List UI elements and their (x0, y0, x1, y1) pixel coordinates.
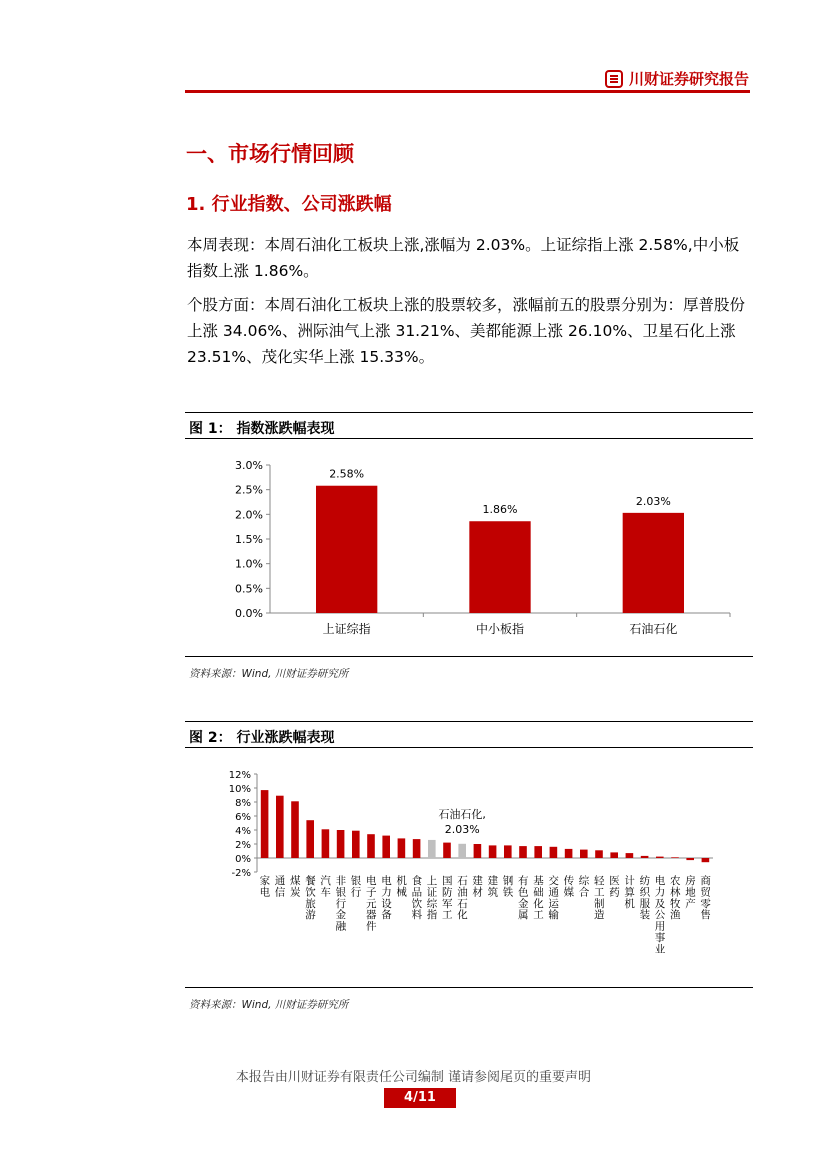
chart2-bar (686, 858, 694, 860)
chart2-y-tick-label: -2% (231, 868, 251, 879)
chart1-y-tick-label: 1.0% (235, 557, 263, 571)
chart1-bar (469, 521, 530, 613)
figure1-source: 资料来源：Wind, 川财证券研究所 (189, 668, 349, 680)
chart2-bar (352, 831, 360, 858)
figure2-bottom-rule (185, 987, 753, 988)
chart2-category-label: 综合 (578, 875, 590, 899)
chart2-y-tick-label: 4% (235, 826, 251, 837)
footer-disclaimer: 本报告由川财证券有限责任公司编制 谨请参阅尾页的重要声明 (235, 1070, 592, 1085)
chart2-bar (398, 838, 406, 858)
chart2-category-label: 石油石化 (457, 875, 468, 922)
chart1-data-label: 1.86% (482, 503, 518, 517)
chart2-annotation-label: 石油石化, (438, 808, 486, 821)
figure1-chart (185, 445, 753, 655)
chart1-y-tick-label: 2.5% (235, 483, 263, 497)
chart2-category-label: 非银行金融 (335, 875, 347, 933)
figure1-title: 图 1： 指数涨跌幅表现 (189, 421, 335, 437)
chart2-bar (671, 857, 679, 858)
chart1-category-label: 上证综指 (322, 622, 371, 636)
chart2-category-label: 通信 (274, 875, 286, 899)
chart2-category-label: 电力设备 (381, 875, 392, 922)
chart2-y-tick-label: 2% (235, 840, 251, 851)
chart1-y-tick-label: 0.5% (235, 582, 263, 596)
chart2-category-label: 商贸零售 (700, 875, 711, 922)
chart2-annotation-value: 2.03% (444, 823, 480, 836)
chart2-bar (458, 844, 466, 858)
chart1-data-label: 2.03% (635, 494, 671, 508)
chart2-bar (550, 847, 558, 858)
chart2-bar (489, 845, 497, 858)
chart2-category-label: 基础化工 (533, 875, 544, 922)
chart1-y-tick-label: 1.5% (235, 533, 263, 546)
chart1-data-label: 2.58% (329, 467, 365, 481)
chart1-bar (623, 513, 684, 613)
chart2-category-label: 计算机 (624, 875, 635, 910)
figure2-top-rule (185, 721, 753, 722)
chart2-bar (337, 830, 345, 858)
chart2-bar (519, 846, 527, 858)
chart2-category-label: 建筑 (487, 875, 499, 899)
chart1-y-tick-label: 3.0% (235, 459, 263, 472)
chart2-category-label: 钢铁 (502, 875, 514, 899)
chart2-category-label: 煤炭 (290, 875, 301, 899)
chart2-category-label: 纺织服装 (639, 875, 651, 922)
chart2-bar (565, 849, 573, 858)
chart2-y-tick-label: 12% (228, 770, 251, 781)
chart1-y-tick-label: 0.0% (235, 607, 263, 620)
chart2-category-label: 机械 (396, 875, 407, 899)
chart2-bar (641, 856, 649, 858)
chart2-bar (291, 801, 299, 858)
figure1-title-rule (185, 438, 753, 439)
chart2-category-label: 轻工制造 (594, 875, 605, 922)
page-number: 4/11 (384, 1088, 456, 1108)
chart2-category-label: 汽车 (320, 875, 331, 899)
chart2-bar (474, 844, 482, 858)
figure2-source: 资料来源：Wind, 川财证券研究所 (189, 999, 349, 1011)
chart2-category-label: 上证综指 (426, 875, 438, 922)
chart2-category-label: 传媒 (563, 875, 575, 899)
chart2-bar (580, 850, 588, 858)
chart2-category-label: 电力及公用事业 (654, 875, 666, 956)
chart2-bar (534, 846, 542, 858)
chart2-category-label: 电子元器件 (366, 875, 377, 933)
figure2-title: 图 2： 行业涨跌幅表现 (189, 730, 335, 746)
section-subtitle: 1. 行业指数、公司涨跌幅 (186, 194, 392, 215)
chart2-bar (610, 852, 618, 858)
chart2-category-label: 交通运输 (548, 875, 559, 922)
chart2-bar (656, 857, 664, 858)
chart2-bar (626, 853, 634, 858)
chart2-category-label: 房地产 (685, 875, 696, 910)
header-rule (185, 90, 750, 93)
section-title: 一、市场行情回顾 (186, 142, 354, 166)
chart2-category-label: 国防军工 (442, 875, 453, 922)
chart1-bar (316, 486, 377, 613)
chart2-y-tick-label: 10% (228, 784, 251, 795)
chart2-bar (367, 834, 375, 858)
paragraph-weekly-performance: 本周表现：本周石油化工板块上涨,涨幅为 2.03%。上证综指上涨 2.58%,中小板指数上涨 1.86%。 (187, 236, 740, 280)
chart2-bar (306, 820, 314, 858)
chart1-category-label: 中小板指 (475, 622, 525, 636)
chart2-category-label: 家电 (259, 875, 271, 899)
chart2-category-label: 医药 (609, 875, 620, 899)
chart2-bar (382, 836, 390, 858)
figure2-chart (185, 752, 753, 984)
chart2-bar (595, 850, 603, 858)
chart2-category-label: 建材 (472, 875, 483, 899)
chart2-y-tick-label: 8% (235, 798, 251, 809)
figure1-top-rule (185, 412, 753, 413)
chart2-bar (322, 829, 330, 858)
chart2-bar (413, 839, 421, 858)
chart1-category-label: 石油石化 (629, 622, 678, 636)
figure2-title-rule (185, 747, 753, 748)
chart2-y-tick-label: 6% (235, 812, 251, 823)
brand-name: 川财证券研究报告 (628, 70, 749, 88)
chart2-category-label: 餐饮旅游 (305, 875, 316, 922)
chart1-y-tick-label: 2.0% (235, 508, 263, 522)
chart2-bar (443, 843, 451, 858)
chart2-bar (261, 790, 269, 858)
chart2-category-label: 食品饮料 (411, 875, 423, 922)
paragraph-stock-performance: 个股方面：本周石油化工板块上涨的股票较多，涨幅前五的股票分别为：厚普股份上涨 34.06%、洲际油气上涨 31.21%、美都能源上涨 26.10%、卫星石化上涨 23.51%、茂化实华上涨 15.33%。 (187, 296, 746, 366)
chart2-bar (702, 858, 710, 862)
brand-header (605, 68, 749, 89)
figure1-bottom-rule (185, 656, 753, 657)
chart2-category-label: 银行 (350, 875, 362, 899)
chart2-bar (428, 840, 436, 858)
chart2-bar (504, 845, 512, 858)
chart2-bar (276, 796, 284, 858)
chart2-y-tick-label: 0% (235, 854, 251, 865)
brand-logo-icon (605, 70, 623, 88)
chart2-category-label: 有色金属 (518, 875, 529, 922)
chart2-category-label: 农林牧渔 (670, 875, 681, 922)
